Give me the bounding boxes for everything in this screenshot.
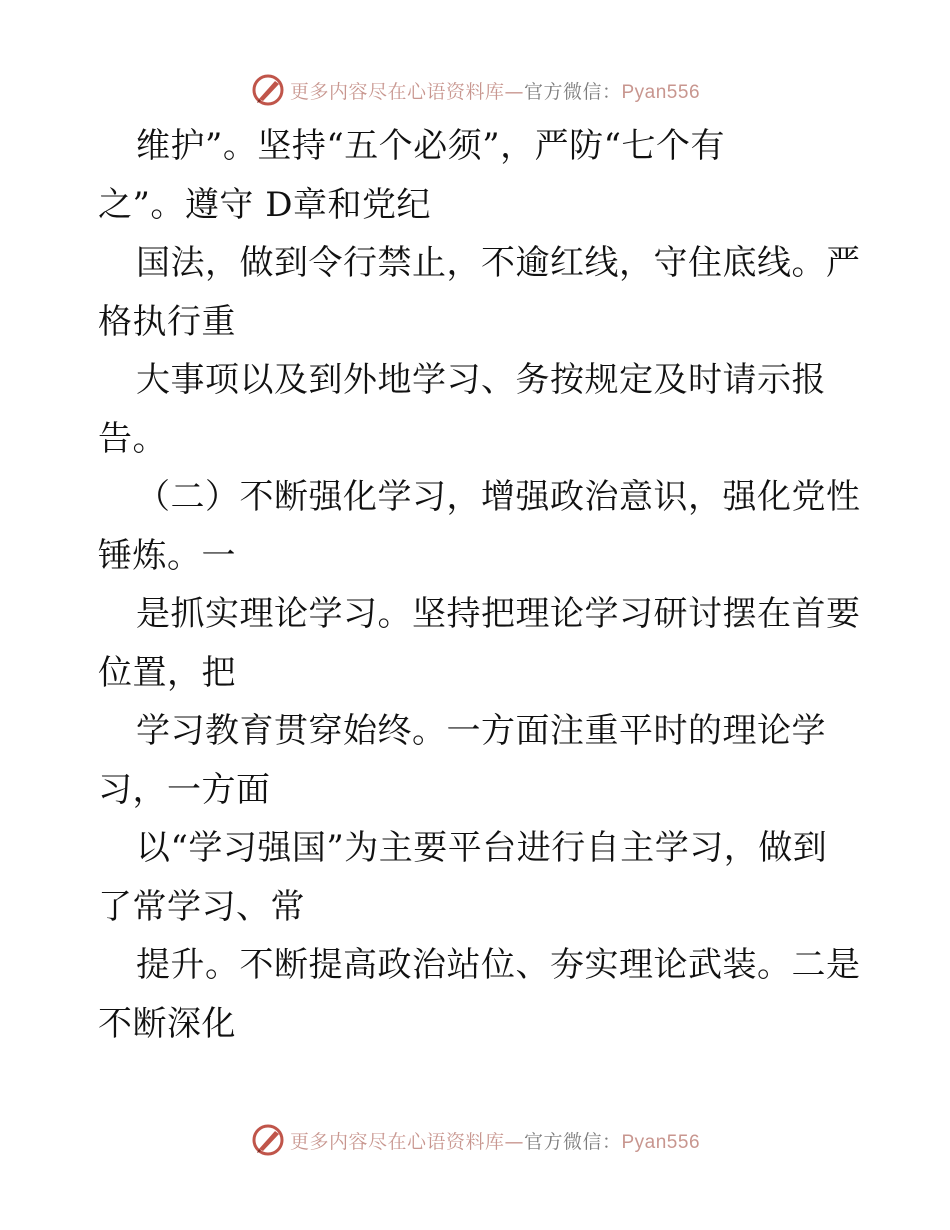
banner-wechat-id: Pyan556 [621,1131,701,1153]
header-banner [0,70,950,110]
text-line: 维护”。坚持“五个必须”，严防“七个有 [136,126,726,166]
footer-banner [0,1120,950,1160]
banner-main-text: 更多内容尽在心语资料库 [289,80,505,103]
text-line: 之”。遵守 D章和党纪 [98,184,431,225]
document-body [98,117,878,1053]
text-line: 格执行重 [98,301,236,342]
text-line: 是抓实理论学习。坚持把理论学习研讨摆在首要 [136,594,861,634]
text-line: 国法，做到令行禁止，不逾红线，守住底线。严 [136,243,861,283]
banner-dash: — [504,1130,524,1153]
banner-wechat-id: Pyan556 [621,81,701,103]
banner-main-text: 更多内容尽在心语资料库 [289,1130,505,1153]
banner-wechat-label: 官方微信： [523,1130,622,1153]
text-line: 以“学习强国”为主要平台进行自主学习，做到 [136,828,828,868]
text-line: 了常学习、常 [98,886,305,927]
text-line: 学习教育贯穿始终。一方面注重平时的理论学 [136,711,826,751]
text-line: 不断深化 [98,1003,236,1044]
text-line: 告。 [98,418,167,459]
text-line: 位置，把 [98,652,236,693]
text-line: 大事项以及到外地学习、务按规定及时请示报 [136,360,826,400]
text-line: 提升。不断提高政治站位、夯实理论武装。二是 [136,945,861,985]
quill-logo-icon [250,1122,286,1158]
text-line: （二）不断强化学习，增强政治意识，强化党性 [136,477,861,517]
text-line: 习，一方面 [98,769,271,810]
banner-dash: — [504,80,524,103]
quill-logo-icon [250,72,286,108]
text-line: 锤炼。一 [98,535,236,576]
banner-text [290,77,700,104]
banner-text [290,1127,700,1154]
banner-wechat-label: 官方微信： [523,80,622,103]
